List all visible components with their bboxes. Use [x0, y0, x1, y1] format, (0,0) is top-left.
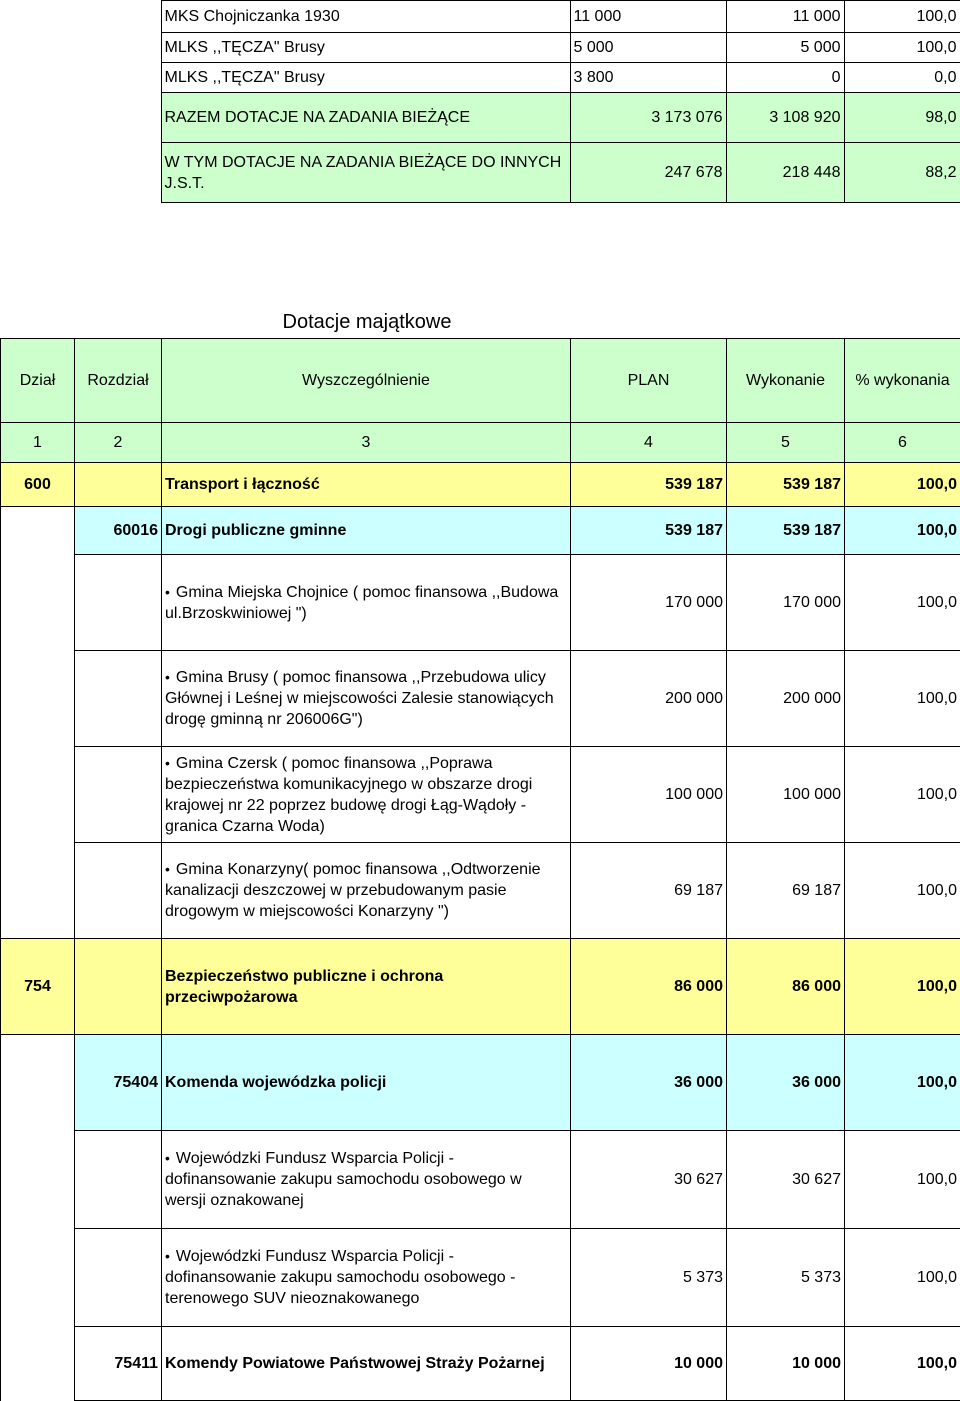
dzial-exec: 539 187 [727, 463, 845, 507]
row-name: MLKS ,,TĘCZA" Brusy [161, 33, 570, 63]
item-plan: 100 000 [571, 747, 727, 843]
item-name: Gmina Miejska Chojnice ( pomoc finansowa ,,Budowa ul.Brzoskwiniowej ") [165, 584, 558, 622]
header-procent: % wykonania [845, 339, 960, 423]
blank-cell [1, 651, 75, 747]
rozdzial-exec: 36 000 [727, 1035, 845, 1131]
blank-cell [1, 1229, 75, 1327]
item-description [162, 651, 571, 747]
dzial-code: 600 [1, 463, 75, 507]
item-exec: 69 187 [727, 843, 845, 939]
rozdzial-exec: 539 187 [727, 507, 845, 555]
header-dzial: Dział [1, 339, 75, 423]
subtotal-row [0, 143, 960, 203]
item-description [162, 555, 571, 651]
header-row [1, 339, 960, 423]
blank-cell [75, 747, 162, 843]
rozdzial-code: 60016 [75, 507, 162, 555]
row-pct: 100,0 [844, 1, 960, 33]
row-exec: 11 000 [726, 1, 844, 33]
rozdzial-exec: 10 000 [727, 1327, 845, 1401]
dzial-row-600 [1, 463, 960, 507]
dzial-exec: 86 000 [727, 939, 845, 1035]
blank-cell [75, 1229, 162, 1327]
item-pct: 100,0 [845, 651, 960, 747]
capital-subsidies-table [0, 338, 960, 1401]
item-exec: 200 000 [727, 651, 845, 747]
item-name: Gmina Czersk ( pomoc finansowa ,,Poprawa bezpieczeństwa komunikacyjnego w obszarze drogi krajowej nr 22 poprzez budowę drogi Łąg-Wądoły - granica Czarna Woda) [165, 755, 532, 835]
header-rozdzial: Rozdział [75, 339, 162, 423]
bullet-icon: • [165, 1150, 170, 1166]
blank-cell [0, 63, 161, 93]
col-number: 3 [162, 423, 571, 463]
blank-cell [1, 1035, 75, 1131]
blank-cell [75, 939, 162, 1035]
header-wyszczegolnienie: Wyszczególnienie [162, 339, 571, 423]
item-plan: 5 373 [571, 1229, 727, 1327]
rozdzial-row-75411 [1, 1327, 960, 1401]
blank-cell [1, 747, 75, 843]
blank-cell [0, 33, 161, 63]
item-row [1, 1131, 960, 1229]
dzial-plan: 539 187 [571, 463, 727, 507]
col-number: 6 [845, 423, 960, 463]
bullet-icon: • [165, 584, 170, 600]
blank-cell [75, 843, 162, 939]
subtotal-plan: 247 678 [570, 143, 726, 203]
blank-cell [75, 555, 162, 651]
row-pct: 0,0 [844, 63, 960, 93]
dzial-code: 754 [1, 939, 75, 1035]
item-description [162, 747, 571, 843]
table-row [0, 63, 960, 93]
header-wykonanie: Wykonanie [727, 339, 845, 423]
item-plan: 69 187 [571, 843, 727, 939]
blank-cell [75, 1131, 162, 1229]
dzial-plan: 86 000 [571, 939, 727, 1035]
column-numbers-row [1, 423, 960, 463]
item-row [1, 747, 960, 843]
item-pct: 100,0 [845, 555, 960, 651]
dzial-row-754 [1, 939, 960, 1035]
blank-cell [0, 143, 161, 203]
item-description [162, 1131, 571, 1229]
rozdzial-code: 75404 [75, 1035, 162, 1131]
item-plan: 170 000 [571, 555, 727, 651]
dzial-name: Transport i łączność [162, 463, 571, 507]
blank-cell [75, 463, 162, 507]
bullet-icon: • [165, 755, 170, 771]
total-pct: 98,0 [844, 93, 960, 143]
section-title: Dotacje majątkowe [0, 309, 734, 335]
col-number: 2 [75, 423, 162, 463]
blank-cell [75, 651, 162, 747]
rozdzial-plan: 539 187 [571, 507, 727, 555]
row-pct: 100,0 [844, 33, 960, 63]
rozdzial-plan: 10 000 [571, 1327, 727, 1401]
item-name: Wojewódzki Fundusz Wsparcia Policji - dofinansowanie zakupu samochodu osobowego - terenowego SUV nieoznakowanego [165, 1248, 515, 1307]
total-exec: 3 108 920 [726, 93, 844, 143]
rozdzial-name: Komendy Powiatowe Państwowej Straży Pożarnej [162, 1327, 571, 1401]
item-pct: 100,0 [845, 1229, 960, 1327]
item-description [162, 1229, 571, 1327]
item-plan: 30 627 [571, 1131, 727, 1229]
item-exec: 30 627 [727, 1131, 845, 1229]
rozdzial-row-75404 [1, 1035, 960, 1131]
bullet-icon: • [165, 861, 170, 877]
rozdzial-name: Drogi publiczne gminne [162, 507, 571, 555]
col-number: 4 [571, 423, 727, 463]
blank-cell [1, 843, 75, 939]
rozdzial-pct: 100,0 [845, 1035, 960, 1131]
total-row [0, 93, 960, 143]
blank-cell [0, 93, 161, 143]
item-plan: 200 000 [571, 651, 727, 747]
item-exec: 100 000 [727, 747, 845, 843]
item-exec: 170 000 [727, 555, 845, 651]
total-plan: 3 173 076 [570, 93, 726, 143]
rozdzial-row-60016 [1, 507, 960, 555]
table-row [0, 1, 960, 33]
blank-cell [1, 555, 75, 651]
dzial-pct: 100,0 [845, 463, 960, 507]
rozdzial-code: 75411 [75, 1327, 162, 1401]
dzial-pct: 100,0 [845, 939, 960, 1035]
item-row [1, 1229, 960, 1327]
rozdzial-name: Komenda wojewódzka policji [162, 1035, 571, 1131]
item-pct: 100,0 [845, 747, 960, 843]
row-plan: 5 000 [570, 33, 726, 63]
blank-cell [0, 1, 161, 33]
col-number: 1 [1, 423, 75, 463]
rozdzial-plan: 36 000 [571, 1035, 727, 1131]
col-number: 5 [727, 423, 845, 463]
row-exec: 0 [726, 63, 844, 93]
item-row [1, 843, 960, 939]
rozdzial-pct: 100,0 [845, 507, 960, 555]
blank-cell [1, 507, 75, 555]
subtotal-name: W TYM DOTACJE NA ZADANIA BIEŻĄCE DO INNYCH J.S.T. [161, 143, 570, 203]
dzial-name: Bezpieczeństwo publiczne i ochrona przeciwpożarowa [162, 939, 571, 1035]
blank-cell [1, 1327, 75, 1401]
header-plan: PLAN [571, 339, 727, 423]
current-subsidies-table-tail [0, 0, 960, 203]
item-name: Gmina Konarzyny( pomoc finansowa ,,Odtworzenie kanalizacji deszczowej w przebudowanym pasie drogowym w miejscowości Konarzyny ") [165, 861, 541, 920]
item-row [1, 555, 960, 651]
row-plan: 11 000 [570, 1, 726, 33]
item-row [1, 651, 960, 747]
table-row [0, 33, 960, 63]
row-name: MKS Chojniczanka 1930 [161, 1, 570, 33]
subtotal-exec: 218 448 [726, 143, 844, 203]
item-pct: 100,0 [845, 1131, 960, 1229]
blank-cell [1, 1131, 75, 1229]
bullet-icon: • [165, 669, 170, 685]
subtotal-pct: 88,2 [844, 143, 960, 203]
rozdzial-pct: 100,0 [845, 1327, 960, 1401]
item-pct: 100,0 [845, 843, 960, 939]
row-plan: 3 800 [570, 63, 726, 93]
bullet-icon: • [165, 1248, 170, 1264]
row-exec: 5 000 [726, 33, 844, 63]
item-name: Gmina Brusy ( pomoc finansowa ,,Przebudowa ulicy Głównej i Leśnej w miejscowości Zalesie stanowiących drogę gminną nr 206006G") [165, 669, 554, 728]
total-name: RAZEM DOTACJE NA ZADANIA BIEŻĄCE [161, 93, 570, 143]
row-name: MLKS ,,TĘCZA" Brusy [161, 63, 570, 93]
item-description [162, 843, 571, 939]
item-exec: 5 373 [727, 1229, 845, 1327]
item-name: Wojewódzki Fundusz Wsparcia Policji - dofinansowanie zakupu samochodu osobowego w wersji oznakowanej [165, 1150, 522, 1209]
